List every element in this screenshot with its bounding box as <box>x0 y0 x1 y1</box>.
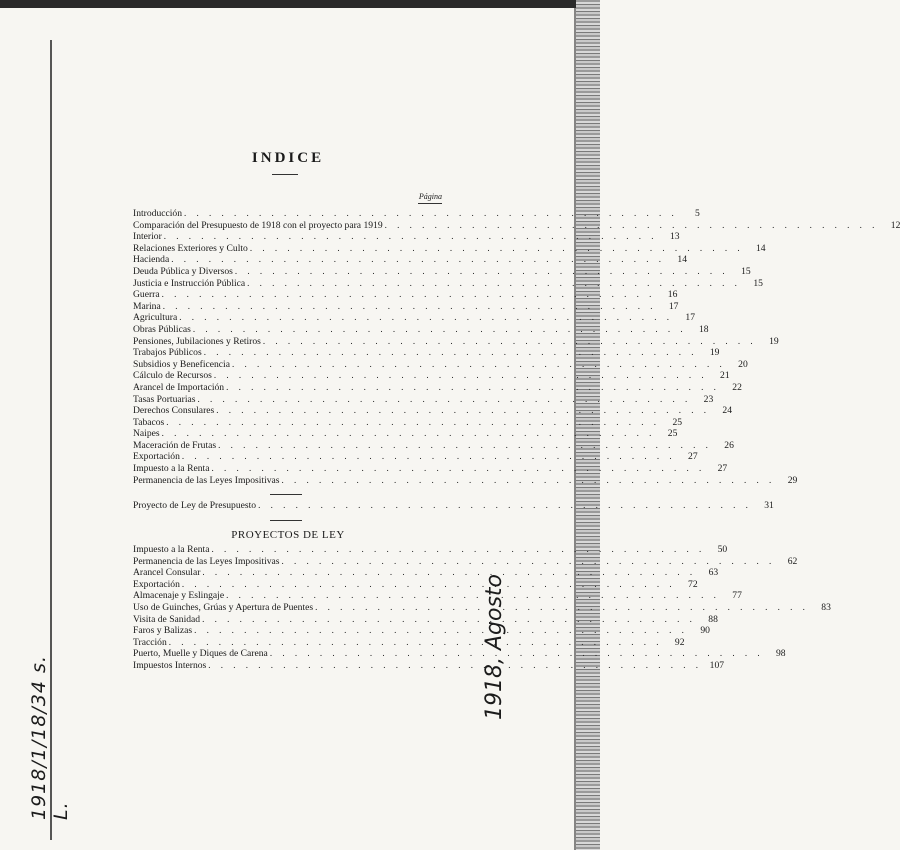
toc-dot-leader: . . . . . . . . . . . . . . . . . . . . . . . . . . . . . . . . . . . . . . . . <box>216 405 711 416</box>
toc-dot-leader: . . . . . . . . . . . . . . . . . . . . . . . . . . . . . . . . . . . . . . . . <box>179 312 673 323</box>
toc-entry <box>133 416 683 429</box>
toc-entry <box>133 312 695 324</box>
toc-entry-page: 83 <box>821 601 831 613</box>
toc-entry-label: Uso de Guinches, Grúas y Apertura de Puentes <box>133 601 314 613</box>
toc-dot-leader: . . . . . . . . . . . . . . . . . . . . . . . . . . . . . . . . . . . . . . . . <box>202 613 696 624</box>
toc-entry <box>133 254 687 266</box>
toc-entry-label: Agricultura <box>133 312 178 324</box>
toc-entry-label: Almacenaje y Eslingaje <box>133 590 225 602</box>
toc-entry <box>133 463 728 475</box>
toc-entry-label: Impuesto a la Renta <box>133 544 210 555</box>
title-underline <box>272 174 298 175</box>
toc-entry-label: Permanencia de las Leyes Impositivas <box>133 555 280 567</box>
toc-entry <box>133 277 763 290</box>
toc-entry-page: 21 <box>720 370 730 382</box>
toc-entry-page: 15 <box>741 265 751 277</box>
column-header-underline <box>418 203 442 204</box>
section-divider <box>270 494 302 495</box>
toc-main-list <box>133 208 900 486</box>
toc-entry-page: 63 <box>708 567 719 579</box>
toc-dot-leader: . . . . . . . . . . . . . . . . . . . . . . . . . . . . . . . . . . . . . . . . <box>218 439 712 450</box>
toc-entry-page: 31 <box>764 500 774 511</box>
toc-entry <box>133 393 714 406</box>
toc-dot-leader: . . . . . . . . . . . . . . . . . . . . . . . . . . . . . . . . . . . . . . . . <box>281 474 776 485</box>
toc-dot-leader: . . . . . . . . . . . . . . . . . . . . . . . . . . . . . . . . . . . . . . . . <box>168 636 663 647</box>
toc-entry-label: Exportación <box>133 451 180 463</box>
toc-entry-label: Arancel Consular <box>133 567 201 579</box>
toc-dot-leader: . . . . . . . . . . . . . . . . . . . . . . . . . . . . . . . . . . . . . . . . <box>234 265 729 276</box>
handwritten-date-note: 1918, Agosto <box>482 574 507 720</box>
toc-entry <box>133 323 709 336</box>
toc-entry <box>133 335 779 348</box>
toc-dot-leader: . . . . . . . . . . . . . . . . . . . . . . . . . . . . . . . . . . . . . . . . <box>211 544 706 554</box>
toc-entry-page: 23 <box>703 393 714 405</box>
toc-entry-page: 16 <box>667 289 678 301</box>
toc-entry-label: Permanencia de las Leyes Impositivas <box>133 474 280 486</box>
toc-entry <box>133 567 719 579</box>
toc-entry-label: Relaciones Exteriores y Culto <box>133 242 248 254</box>
toc-entry <box>133 242 766 255</box>
toc-entry-label: Puerto, Muelle y Diques de Carena <box>133 648 268 660</box>
toc-dot-leader: . . . . . . . . . . . . . . . . . . . . . . . . . . . . . . . . . . . . . . . . <box>247 277 741 288</box>
toc-entry-page: 92 <box>674 636 685 648</box>
toc-entry-page: 19 <box>709 347 720 359</box>
toc-entry-label: Proyecto de Ley de Presupuesto <box>133 500 257 511</box>
toc-entry <box>133 381 742 394</box>
toc-entry <box>133 555 798 568</box>
toc-entry-page: 50 <box>717 544 728 555</box>
toc-entry-label: Obras Públicas <box>133 323 191 335</box>
toc-entry <box>133 231 680 243</box>
toc-entry-label: Naipes <box>133 428 160 440</box>
page-title: INDICE <box>251 150 325 166</box>
toc-entry <box>133 659 725 672</box>
toc-entry-page: 27 <box>688 451 698 463</box>
toc-entry-label: Trabajos Públicos <box>133 347 202 359</box>
toc-entry-label: Hacienda <box>133 254 170 266</box>
toc-dot-leader: . . . . . . . . . . . . . . . . . . . . . . . . . . . . . . . . . . . . . . . . <box>231 358 726 369</box>
toc-entry-label: Comparación del Presupuesto de 1918 con el proyecto para 1919 <box>133 219 383 231</box>
toc-entry-label: Marina <box>133 300 161 312</box>
toc-entry-page: 22 <box>732 381 742 393</box>
toc-entry-page: 90 <box>700 625 710 637</box>
toc-dot-leader: . . . . . . . . . . . . . . . . . . . . . . . . . . . . . . . . . . . . . . . . <box>249 242 744 253</box>
toc-dot-leader: . . . . . . . . . . . . . . . . . . . . . . . . . . . . . . . . . . . . . . . . <box>166 416 661 427</box>
toc-entry <box>133 370 730 382</box>
section-divider <box>270 520 302 521</box>
toc-entry-page: 13 <box>669 231 680 243</box>
toc-dot-leader: . . . . . . . . . . . . . . . . . . . . . . . . . . . . . . . . . . . . . . . . <box>211 463 706 474</box>
toc-entry <box>133 601 831 614</box>
toc-entry <box>133 613 718 626</box>
toc-dot-leader: . . . . . . . . . . . . . . . . . . . . . . . . . . . . . . . . . . . . . . . . <box>181 451 676 462</box>
toc-dot-leader: . . . . . . . . . . . . . . . . . . . . . . . . . . . . . . . . . . . . . . . . <box>281 555 776 566</box>
toc-entry-label: Maceración de Frutas <box>133 439 217 451</box>
toc-dot-leader: . . . . . . . . . . . . . . . . . . . . . . . . . . . . . . . . . . . . . . . . <box>202 567 697 578</box>
section-title: PROYECTOS DE LEY <box>231 529 345 541</box>
toc-entry-label: Impuestos Internos <box>133 659 207 671</box>
toc-entry-label: Interior <box>133 231 162 243</box>
toc-entry <box>133 219 900 232</box>
toc-entry <box>133 590 742 602</box>
toc-entry-page: 107 <box>709 659 725 671</box>
toc-entry-page: 26 <box>724 439 734 451</box>
toc-entry-page: 14 <box>677 254 687 266</box>
toc-entry <box>133 265 751 278</box>
toc-entry-page: 17 <box>668 300 679 312</box>
toc-entry-page: 17 <box>685 312 695 324</box>
toc-dot-leader: . . . . . . . . . . . . . . . . . . . . . . . . . . . . . . . . . . . . . . . . <box>197 393 692 404</box>
toc-entry-page: 98 <box>775 648 786 660</box>
toc-entry <box>133 208 700 220</box>
toc-entry-label: Justicia e Instrucción Pública <box>133 277 246 289</box>
toc-entry-page: 72 <box>688 578 698 590</box>
toc-entry-label: Impuesto a la Renta <box>133 463 210 475</box>
toc-entry-label: Exportación <box>133 578 180 590</box>
toc-entry-page: 27 <box>717 463 728 475</box>
toc-entry <box>133 500 774 512</box>
toc-entry-page: 88 <box>708 613 718 625</box>
toc-entry <box>133 544 728 556</box>
toc-dot-leader: . . . . . . . . . . . . . . . . . . . . . . . . . . . . . . . . . . . . . . . . <box>208 659 703 670</box>
toc-entry-label: Tasas Portuarias <box>133 393 196 405</box>
toc-dot-leader: . . . . . . . . . . . . . . . . . . . . . . . . . . . . . . . . . . . . . . . . <box>269 648 764 659</box>
toc-entry-label: Derechos Consulares <box>133 405 215 417</box>
toc-dot-leader: . . . . . . . . . . . . . . . . . . . . . . . . . . . . . . . . . . . . . . . . <box>162 300 657 311</box>
toc-entry-page: 15 <box>753 277 763 289</box>
toc-entry <box>133 578 698 591</box>
toc-entry-label: Pensiones, Jubilaciones y Retiros <box>133 335 261 347</box>
toc-dot-leader: . . . . . . . . . . . . . . . . . . . . . . . . . . . . . . . . . . . . . . . . <box>181 578 676 589</box>
toc-entry-label: Tabacos <box>133 416 165 428</box>
toc-entry <box>133 625 710 637</box>
toc-entry-label: Introducción <box>133 208 183 219</box>
toc-entry-label: Faros y Balizas <box>133 625 193 637</box>
toc-entry-page: 77 <box>732 590 742 602</box>
toc-entry <box>133 451 698 463</box>
toc-entry-page: 18 <box>698 323 709 335</box>
toc-entry <box>133 405 733 417</box>
toc-dot-leader: . . . . . . . . . . . . . . . . . . . . . . . . . . . . . . . . . . . . . . . . <box>192 323 687 334</box>
toc-entry-label: Tracción <box>133 636 167 648</box>
toc-dot-leader: . . . . . . . . . . . . . . . . . . . . . . . . . . . . . . . . . . . . . . . . <box>258 500 752 510</box>
toc-dot-leader: . . . . . . . . . . . . . . . . . . . . . . . . . . . . . . . . . . . . . . . . <box>194 625 688 636</box>
toc-dot-leader: . . . . . . . . . . . . . . . . . . . . . . . . . . . . . . . . . . . . . . . . <box>161 289 656 300</box>
toc-entry <box>133 636 685 649</box>
toc-dot-leader: . . . . . . . . . . . . . . . . . . . . . . . . . . . . . . . . . . . . . . . . <box>171 254 665 265</box>
page-column-header: Página <box>418 192 442 201</box>
toc-entry <box>133 358 748 371</box>
toc-project-list <box>133 500 774 512</box>
toc-entry-page: 25 <box>667 428 678 440</box>
toc-dot-leader: . . . . . . . . . . . . . . . . . . . . . . . . . . . . . . . . . . . . . . . . <box>262 335 757 346</box>
toc-entry <box>133 648 786 660</box>
toc-entry-page: 62 <box>787 555 798 567</box>
toc-entry-label: Guerra <box>133 289 160 301</box>
toc-dot-leader: . . . . . . . . . . . . . . . . . . . . . . . . . . . . . . . . . . . . . . . . <box>213 370 708 381</box>
toc-entry-label: Visita de Sanidad <box>133 613 201 625</box>
toc-dot-leader: . . . . . . . . . . . . . . . . . . . . . . . . . . . . . . . . . . . . . . . . <box>315 601 809 612</box>
toc-entry <box>133 347 720 359</box>
toc-entry-page: 24 <box>722 405 733 417</box>
toc-dot-leader: . . . . . . . . . . . . . . . . . . . . . . . . . . . . . . . . . . . . . . . . <box>163 231 658 242</box>
toc-dot-leader: . . . . . . . . . . . . . . . . . . . . . . . . . . . . . . . . . . . . . . . . <box>184 208 678 218</box>
toc-entry-label: Arancel de Importación <box>133 381 225 393</box>
toc-entry-page: 5 <box>694 208 700 219</box>
toc-entry <box>133 289 678 301</box>
toc-entry <box>133 439 734 452</box>
toc-entry <box>133 474 798 487</box>
toc-entry-label: Cálculo de Recursos <box>133 370 212 382</box>
toc-entry-label: Subsidios y Beneficencia <box>133 358 230 370</box>
toc-dot-leader: . . . . . . . . . . . . . . . . . . . . . . . . . . . . . . . . . . . . . . . . <box>203 347 698 358</box>
handwritten-archive-note: 1918/1/18/34 s. L. <box>28 655 72 820</box>
toc-entry <box>133 300 679 313</box>
toc-entry-page: 12 <box>890 219 900 231</box>
toc-dot-leader: . . . . . . . . . . . . . . . . . . . . . . . . . . . . . . . . . . . . . . . . <box>226 590 720 601</box>
toc-entry-page: 19 <box>769 335 779 347</box>
toc-entry-page: 20 <box>738 358 748 370</box>
toc-entry-page: 14 <box>756 242 766 254</box>
toc-dot-leader: . . . . . . . . . . . . . . . . . . . . . . . . . . . . . . . . . . . . . . . . <box>226 381 720 392</box>
toc-dot-leader: . . . . . . . . . . . . . . . . . . . . . . . . . . . . . . . . . . . . . . . . <box>384 219 879 230</box>
toc-entry-label: Deuda Pública y Diversos <box>133 265 233 277</box>
toc-entry-page: 29 <box>787 474 798 486</box>
scan-top-edge <box>0 0 600 8</box>
toc-entry <box>133 428 678 440</box>
toc-entry-page: 25 <box>672 416 683 428</box>
toc-dot-leader: . . . . . . . . . . . . . . . . . . . . . . . . . . . . . . . . . . . . . . . . <box>161 428 656 439</box>
